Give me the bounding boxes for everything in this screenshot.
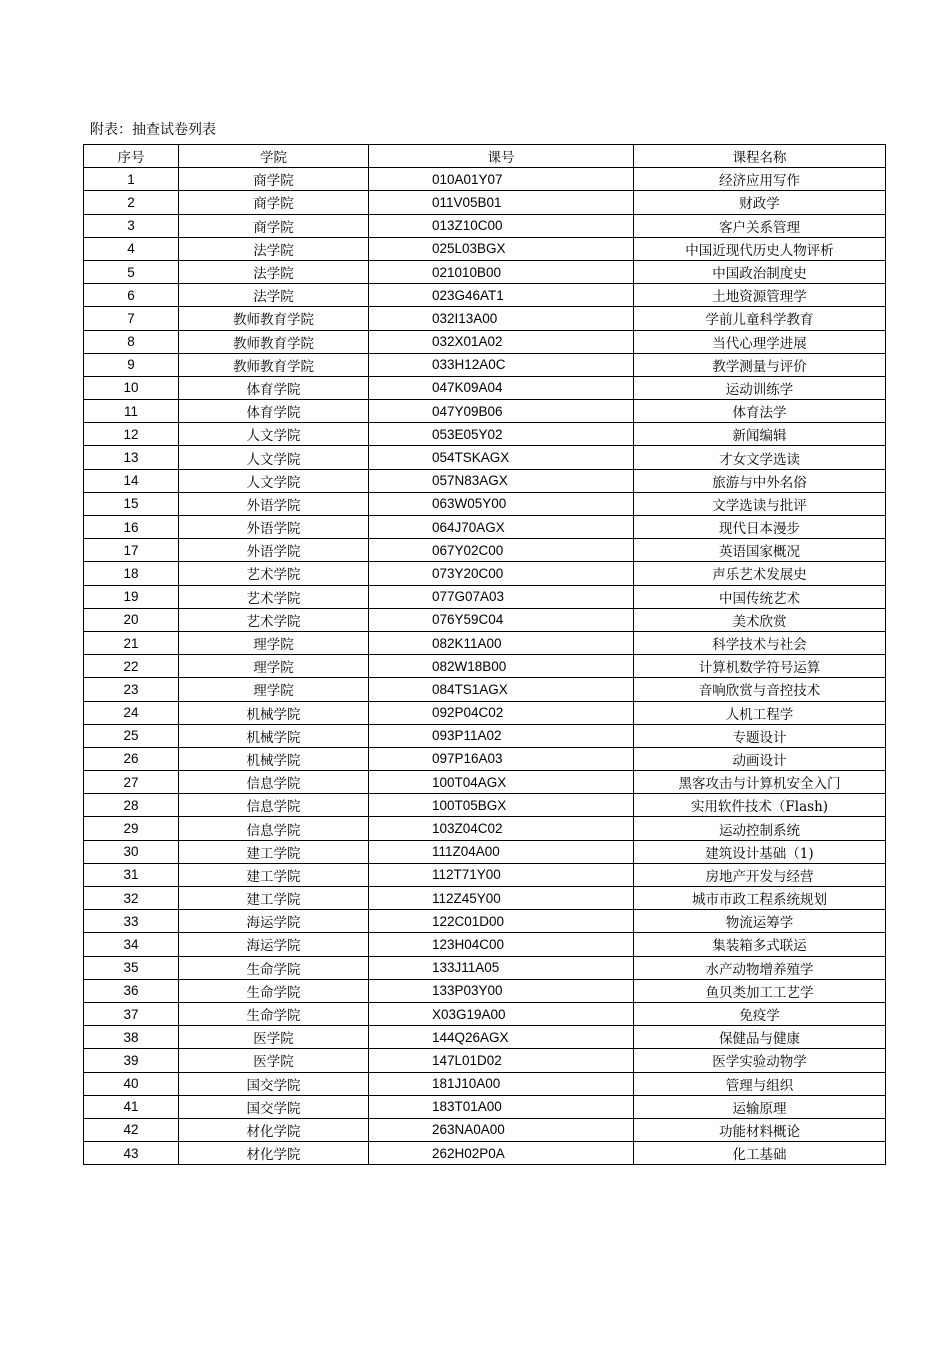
cell-college: 外语学院 [179, 516, 369, 539]
cell-index: 16 [84, 516, 179, 539]
cell-course-name: 计算机数学符号运算 [634, 655, 886, 678]
cell-index: 22 [84, 655, 179, 678]
table-row [84, 747, 886, 770]
cell-course-code: 057N83AGX [369, 469, 634, 492]
cell-college: 信息学院 [179, 794, 369, 817]
table-row [84, 1049, 886, 1072]
cell-course-code: 032I13A00 [369, 307, 634, 330]
cell-course-code: 122C01D00 [369, 910, 634, 933]
cell-course-name: 音响欣赏与音控技术 [634, 678, 886, 701]
cell-index: 17 [84, 539, 179, 562]
cell-index: 40 [84, 1072, 179, 1095]
cell-course-name: 中国政治制度史 [634, 260, 886, 283]
cell-course-name: 鱼贝类加工工艺学 [634, 979, 886, 1002]
cell-college: 理学院 [179, 631, 369, 654]
cell-course-name: 集装箱多式联运 [634, 933, 886, 956]
cell-course-code: 181J10A00 [369, 1072, 634, 1095]
cell-college: 商学院 [179, 214, 369, 237]
cell-course-code: 103Z04C02 [369, 817, 634, 840]
cell-college: 教师教育学院 [179, 307, 369, 330]
table-row [84, 887, 886, 910]
cell-college: 生命学院 [179, 979, 369, 1002]
cell-course-code: 263NA0A00 [369, 1118, 634, 1141]
cell-index: 11 [84, 400, 179, 423]
cell-index: 42 [84, 1118, 179, 1141]
cell-course-code: 047Y09B06 [369, 400, 634, 423]
cell-course-code: 067Y02C00 [369, 539, 634, 562]
table-row [84, 353, 886, 376]
table-row [84, 840, 886, 863]
table-caption: 附表：抽查试卷列表 [90, 122, 216, 138]
cell-index: 39 [84, 1049, 179, 1072]
cell-college: 教师教育学院 [179, 353, 369, 376]
cell-course-name: 现代日本漫步 [634, 516, 886, 539]
cell-course-name: 运动控制系统 [634, 817, 886, 840]
cell-college: 机械学院 [179, 747, 369, 770]
header-course-name: 课程名称 [634, 145, 886, 168]
cell-course-name: 人机工程学 [634, 701, 886, 724]
table-row [84, 492, 886, 515]
cell-index: 12 [84, 423, 179, 446]
cell-course-name: 土地资源管理学 [634, 284, 886, 307]
cell-index: 3 [84, 214, 179, 237]
cell-college: 外语学院 [179, 492, 369, 515]
cell-course-name: 动画设计 [634, 747, 886, 770]
cell-course-name: 中国传统艺术 [634, 585, 886, 608]
cell-college: 教师教育学院 [179, 330, 369, 353]
cell-college: 理学院 [179, 678, 369, 701]
cell-course-code: 063W05Y00 [369, 492, 634, 515]
cell-college: 医学院 [179, 1026, 369, 1049]
cell-index: 35 [84, 956, 179, 979]
cell-index: 30 [84, 840, 179, 863]
cell-college: 外语学院 [179, 539, 369, 562]
cell-course-code: 082W18B00 [369, 655, 634, 678]
cell-index: 5 [84, 260, 179, 283]
cell-college: 建工学院 [179, 887, 369, 910]
cell-index: 8 [84, 330, 179, 353]
cell-index: 2 [84, 191, 179, 214]
table-row [84, 562, 886, 585]
table-row [84, 260, 886, 283]
cell-course-code: 047K09A04 [369, 376, 634, 399]
cell-course-name: 水产动物增养殖学 [634, 956, 886, 979]
cell-index: 10 [84, 376, 179, 399]
cell-course-name: 声乐艺术发展史 [634, 562, 886, 585]
cell-course-name: 体育法学 [634, 400, 886, 423]
table-row [84, 1002, 886, 1025]
cell-course-name: 保健品与健康 [634, 1026, 886, 1049]
cell-course-code: 032X01A02 [369, 330, 634, 353]
cell-course-code: 077G07A03 [369, 585, 634, 608]
cell-course-name: 科学技术与社会 [634, 631, 886, 654]
cell-index: 27 [84, 771, 179, 794]
table-row [84, 655, 886, 678]
cell-index: 19 [84, 585, 179, 608]
cell-course-code: 073Y20C00 [369, 562, 634, 585]
table-row [84, 284, 886, 307]
header-college: 学院 [179, 145, 369, 168]
cell-course-code: 144Q26AGX [369, 1026, 634, 1049]
cell-index: 4 [84, 237, 179, 260]
table-row [84, 863, 886, 886]
table-row [84, 214, 886, 237]
table-row [84, 1118, 886, 1141]
cell-index: 23 [84, 678, 179, 701]
cell-index: 13 [84, 446, 179, 469]
table-row [84, 237, 886, 260]
table-row [84, 979, 886, 1002]
cell-course-name: 教学测量与评价 [634, 353, 886, 376]
cell-course-name: 新闻编辑 [634, 423, 886, 446]
table-row [84, 701, 886, 724]
cell-index: 20 [84, 608, 179, 631]
table-row [84, 933, 886, 956]
cell-course-code: 092P04C02 [369, 701, 634, 724]
cell-college: 艺术学院 [179, 608, 369, 631]
cell-index: 37 [84, 1002, 179, 1025]
cell-course-name: 功能材料概论 [634, 1118, 886, 1141]
cell-course-code: X03G19A00 [369, 1002, 634, 1025]
table-row [84, 330, 886, 353]
cell-course-name: 美术欣赏 [634, 608, 886, 631]
cell-index: 28 [84, 794, 179, 817]
table-row [84, 446, 886, 469]
table-row [84, 956, 886, 979]
cell-college: 海运学院 [179, 910, 369, 933]
table-row [84, 539, 886, 562]
cell-college: 艺术学院 [179, 585, 369, 608]
cell-course-code: 021010B00 [369, 260, 634, 283]
cell-index: 21 [84, 631, 179, 654]
table-row [84, 678, 886, 701]
cell-course-code: 262H02P0A [369, 1142, 634, 1165]
cell-course-code: 133J11A05 [369, 956, 634, 979]
cell-course-name: 财政学 [634, 191, 886, 214]
cell-index: 7 [84, 307, 179, 330]
cell-course-name: 化工基础 [634, 1142, 886, 1165]
cell-course-name: 文学选读与批评 [634, 492, 886, 515]
table-row [84, 423, 886, 446]
cell-course-code: 082K11A00 [369, 631, 634, 654]
cell-college: 人文学院 [179, 446, 369, 469]
cell-course-code: 183T01A00 [369, 1095, 634, 1118]
cell-course-name: 免疫学 [634, 1002, 886, 1025]
exam-paper-table [83, 144, 886, 1165]
cell-course-code: 147L01D02 [369, 1049, 634, 1072]
header-index: 序号 [84, 145, 179, 168]
cell-course-name: 中国近现代历史人物评析 [634, 237, 886, 260]
cell-index: 6 [84, 284, 179, 307]
cell-index: 29 [84, 817, 179, 840]
table-row [84, 469, 886, 492]
cell-course-name: 客户关系管理 [634, 214, 886, 237]
cell-college: 生命学院 [179, 956, 369, 979]
cell-course-name: 才女文学选读 [634, 446, 886, 469]
cell-course-name: 实用软件技术（Flash) [634, 794, 886, 817]
cell-course-name: 建筑设计基础（1) [634, 840, 886, 863]
cell-college: 理学院 [179, 655, 369, 678]
cell-course-code: 097P16A03 [369, 747, 634, 770]
cell-index: 34 [84, 933, 179, 956]
table-row [84, 1142, 886, 1165]
table-row [84, 376, 886, 399]
cell-college: 商学院 [179, 168, 369, 191]
cell-college: 商学院 [179, 191, 369, 214]
cell-course-name: 英语国家概况 [634, 539, 886, 562]
table-row [84, 307, 886, 330]
cell-course-name: 管理与组织 [634, 1072, 886, 1095]
cell-index: 43 [84, 1142, 179, 1165]
table-row [84, 817, 886, 840]
cell-course-code: 010A01Y07 [369, 168, 634, 191]
cell-college: 建工学院 [179, 863, 369, 886]
cell-college: 海运学院 [179, 933, 369, 956]
cell-college: 信息学院 [179, 771, 369, 794]
cell-course-name: 城市市政工程系统规划 [634, 887, 886, 910]
cell-index: 14 [84, 469, 179, 492]
cell-index: 36 [84, 979, 179, 1002]
cell-course-name: 房地产开发与经营 [634, 863, 886, 886]
cell-college: 医学院 [179, 1049, 369, 1072]
cell-index: 18 [84, 562, 179, 585]
cell-college: 法学院 [179, 284, 369, 307]
cell-course-name: 物流运筹学 [634, 910, 886, 933]
cell-course-name: 当代心理学进展 [634, 330, 886, 353]
cell-course-code: 112T71Y00 [369, 863, 634, 886]
table-header-row [84, 145, 886, 168]
cell-college: 信息学院 [179, 817, 369, 840]
cell-course-code: 100T05BGX [369, 794, 634, 817]
cell-college: 体育学院 [179, 376, 369, 399]
cell-course-code: 054TSKAGX [369, 446, 634, 469]
cell-course-code: 076Y59C04 [369, 608, 634, 631]
cell-course-code: 111Z04A00 [369, 840, 634, 863]
cell-index: 1 [84, 168, 179, 191]
cell-index: 41 [84, 1095, 179, 1118]
table-row [84, 724, 886, 747]
table-row [84, 400, 886, 423]
cell-index: 31 [84, 863, 179, 886]
cell-course-code: 033H12A0C [369, 353, 634, 376]
cell-college: 体育学院 [179, 400, 369, 423]
cell-course-code: 133P03Y00 [369, 979, 634, 1002]
cell-course-code: 093P11A02 [369, 724, 634, 747]
cell-course-code: 123H04C00 [369, 933, 634, 956]
cell-index: 9 [84, 353, 179, 376]
cell-course-code: 023G46AT1 [369, 284, 634, 307]
cell-index: 25 [84, 724, 179, 747]
cell-course-code: 025L03BGX [369, 237, 634, 260]
cell-course-name: 经济应用写作 [634, 168, 886, 191]
cell-college: 生命学院 [179, 1002, 369, 1025]
cell-course-name: 旅游与中外名俗 [634, 469, 886, 492]
cell-index: 15 [84, 492, 179, 515]
cell-college: 人文学院 [179, 469, 369, 492]
cell-college: 艺术学院 [179, 562, 369, 585]
table-row [84, 794, 886, 817]
table-row [84, 191, 886, 214]
table-row [84, 1072, 886, 1095]
cell-course-name: 医学实验动物学 [634, 1049, 886, 1072]
cell-college: 材化学院 [179, 1118, 369, 1141]
cell-college: 国交学院 [179, 1072, 369, 1095]
cell-college: 机械学院 [179, 724, 369, 747]
table-row [84, 1026, 886, 1049]
cell-index: 33 [84, 910, 179, 933]
cell-course-code: 064J70AGX [369, 516, 634, 539]
table-row [84, 585, 886, 608]
table-row [84, 771, 886, 794]
table-row [84, 168, 886, 191]
cell-college: 人文学院 [179, 423, 369, 446]
cell-college: 法学院 [179, 237, 369, 260]
cell-course-name: 专题设计 [634, 724, 886, 747]
cell-index: 24 [84, 701, 179, 724]
table-body [84, 168, 886, 1165]
cell-college: 机械学院 [179, 701, 369, 724]
cell-course-name: 学前儿童科学教育 [634, 307, 886, 330]
cell-course-name: 运输原理 [634, 1095, 886, 1118]
cell-college: 法学院 [179, 260, 369, 283]
cell-course-code: 084TS1AGX [369, 678, 634, 701]
cell-college: 建工学院 [179, 840, 369, 863]
cell-college: 国交学院 [179, 1095, 369, 1118]
table-row [84, 910, 886, 933]
cell-course-code: 011V05B01 [369, 191, 634, 214]
cell-index: 26 [84, 747, 179, 770]
cell-course-name: 黑客攻击与计算机安全入门 [634, 771, 886, 794]
cell-index: 32 [84, 887, 179, 910]
table-row [84, 608, 886, 631]
header-course-code: 课号 [369, 145, 634, 168]
cell-college: 材化学院 [179, 1142, 369, 1165]
table-row [84, 516, 886, 539]
cell-course-code: 053E05Y02 [369, 423, 634, 446]
cell-course-code: 100T04AGX [369, 771, 634, 794]
cell-index: 38 [84, 1026, 179, 1049]
table-row [84, 631, 886, 654]
cell-course-code: 013Z10C00 [369, 214, 634, 237]
table-row [84, 1095, 886, 1118]
cell-course-code: 112Z45Y00 [369, 887, 634, 910]
cell-course-name: 运动训练学 [634, 376, 886, 399]
